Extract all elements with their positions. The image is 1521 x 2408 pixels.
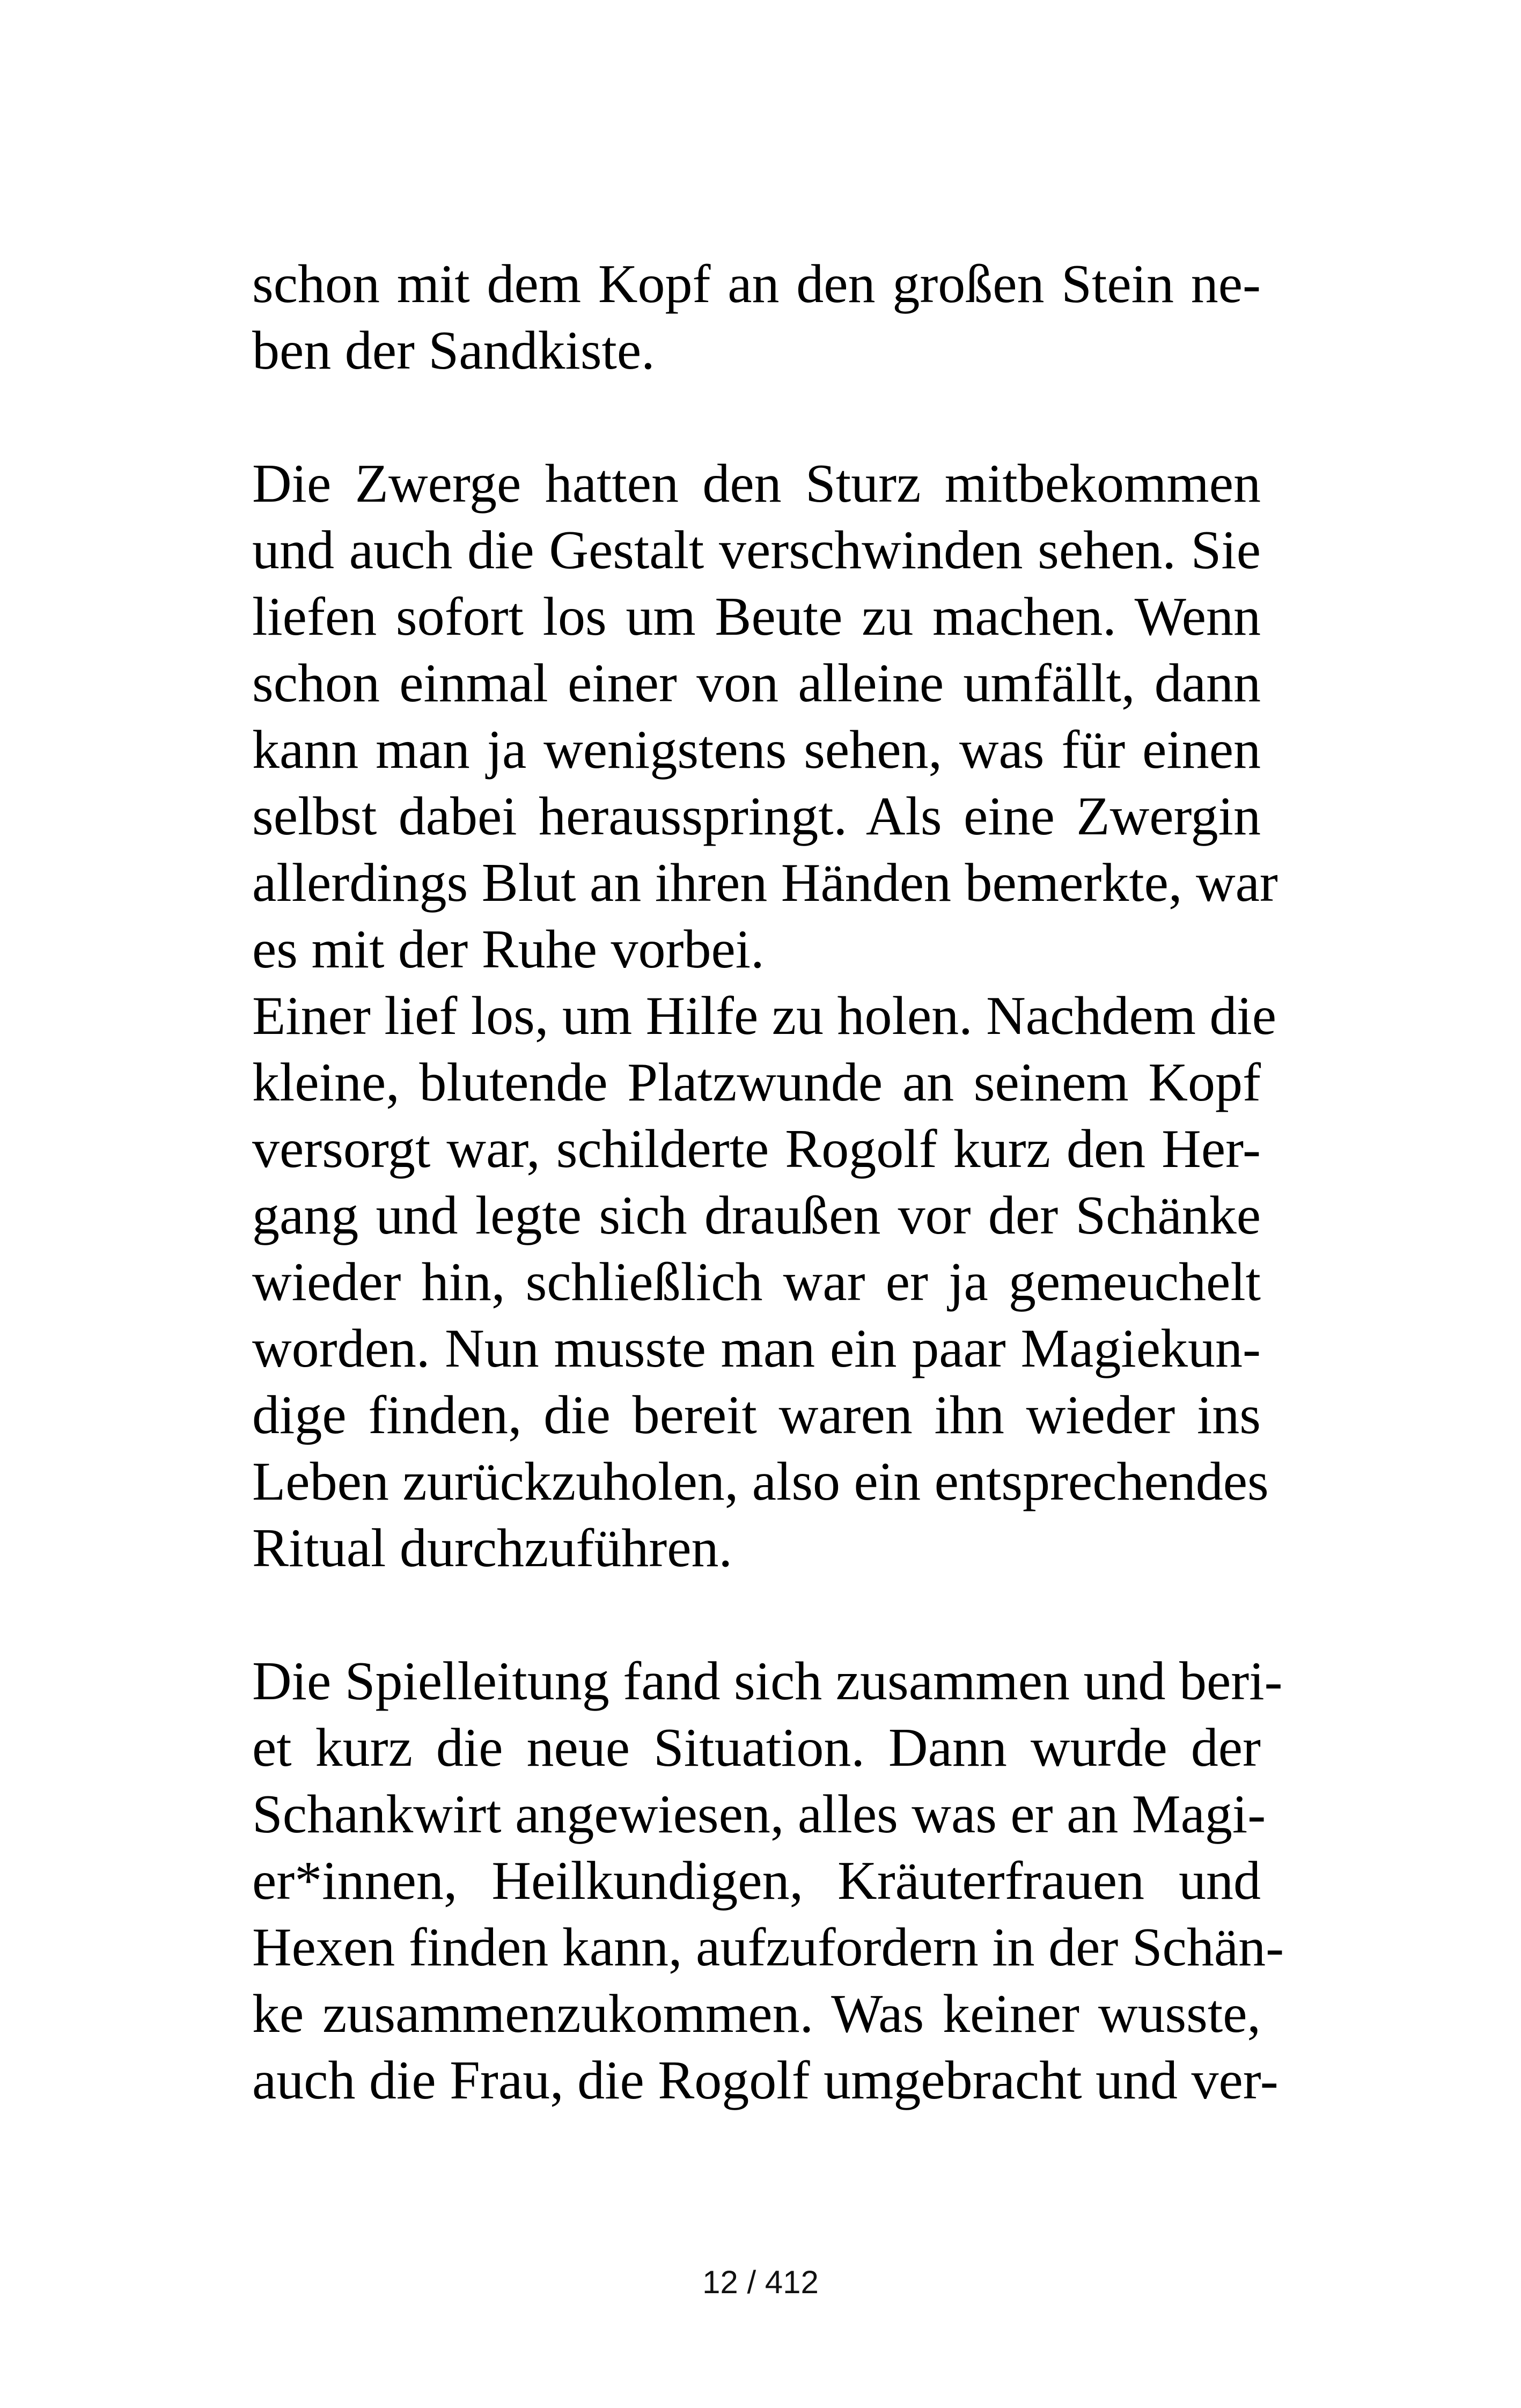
- page-indicator: 12 / 412: [702, 2264, 819, 2300]
- text-line: Einer lief los, um Hilfe zu holen. Nachdem die: [252, 986, 1277, 1046]
- text-line: selbst dabei herausspringt. Als eine Zwergin: [252, 786, 1261, 847]
- text-line: Schankwirt angewiesen, alles was er an Magi-: [252, 1784, 1266, 1845]
- text-line: dige finden, die bereit waren ihn wieder ins: [252, 1385, 1261, 1445]
- book-text-body: [252, 251, 1284, 2114]
- text-line: wieder hin, schließlich war er ja gemeuchelt: [252, 1252, 1261, 1312]
- text-line: Leben zurückzuholen, also ein entsprechendes: [252, 1451, 1269, 1512]
- text-line: und auch die Gestalt verschwinden sehen. Sie: [252, 520, 1261, 581]
- text-line: et kurz die neue Situation. Dann wurde der: [252, 1717, 1261, 1778]
- text-line: es mit der Ruhe vorbei.: [252, 919, 765, 980]
- text-line: Ritual durchzuführen.: [252, 1518, 733, 1579]
- paragraph-gap: [252, 384, 1261, 451]
- text-line: kann man ja wenigstens sehen, was für einen: [252, 720, 1261, 780]
- text-line: worden. Nun musste man ein paar Magiekun-: [252, 1318, 1261, 1379]
- text-line: ben der Sandkiste.: [252, 320, 655, 381]
- text-line: versorgt war, schilderte Rogolf kurz den Her-: [252, 1119, 1261, 1179]
- text-line: er*innen, Heilkundigen, Kräuterfrauen und: [252, 1851, 1261, 1911]
- text-line: kleine, blutende Platzwunde an seinem Kopf: [252, 1052, 1261, 1113]
- text-line: Hexen finden kann, aufzufordern in der Schän-: [252, 1917, 1284, 1978]
- text-line: schon mit dem Kopf an den großen Stein ne-: [252, 254, 1261, 314]
- paragraph-gap: [252, 1582, 1261, 1648]
- text-line: gang und legte sich draußen vor der Schänke: [252, 1185, 1261, 1246]
- text-line: ke zusammenzukommen. Was keiner wusste,: [252, 1984, 1261, 2044]
- text-line: auch die Frau, die Rogolf umgebracht und ver-: [252, 2050, 1278, 2111]
- text-line: Die Spielleitung fand sich zusammen und beri-: [252, 1651, 1283, 1712]
- text-line: Die Zwerge hatten den Sturz mitbekommen: [252, 453, 1261, 514]
- text-line: schon einmal einer von alleine umfällt, dann: [252, 653, 1261, 714]
- text-line: allerdings Blut an ihren Händen bemerkte, war: [252, 853, 1278, 913]
- text-line: liefen sofort los um Beute zu machen. Wenn: [252, 586, 1261, 647]
